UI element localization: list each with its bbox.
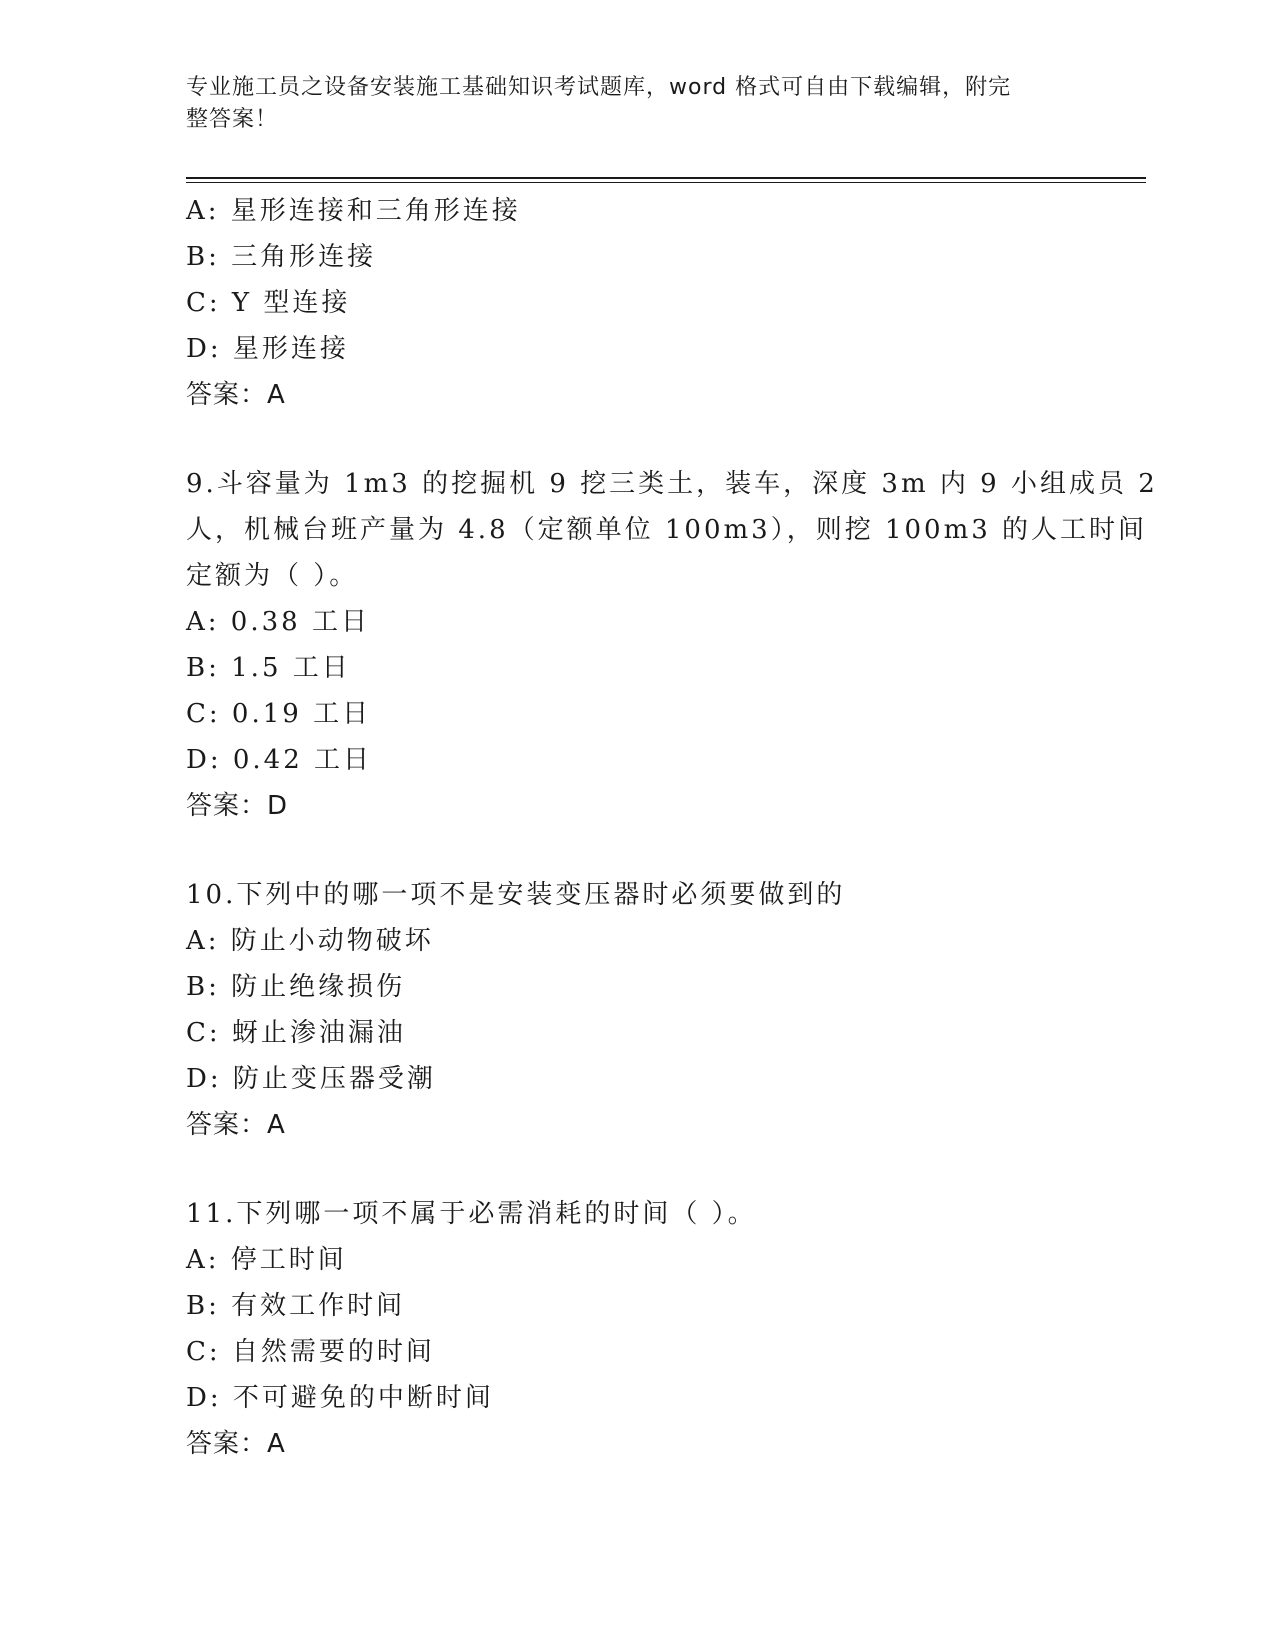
answer-line: 答案：A	[186, 380, 286, 410]
option-a: A: 停工时间	[186, 1245, 347, 1275]
document-header	[186, 72, 1066, 136]
option-d: D: 星形连接	[186, 334, 349, 364]
option-d: D: 防止变压器受潮	[186, 1064, 436, 1094]
spacer	[186, 829, 1086, 872]
option-d: D: 0.42 工日	[186, 745, 373, 775]
header-rule-thick	[186, 177, 1146, 179]
option-c: C: Y 型连接	[186, 288, 351, 318]
question-block-10	[186, 872, 1086, 1148]
answer-line: 答案：A	[186, 1429, 286, 1459]
spacer	[186, 418, 1086, 461]
spacer	[186, 1148, 1086, 1191]
header-line-2: 整答案！	[186, 107, 279, 132]
option-b: B: 1.5 工日	[186, 653, 351, 683]
option-a: A: 防止小动物破坏	[186, 926, 434, 956]
option-c: C: 蚜止渗油漏油	[186, 1018, 406, 1048]
option-b: B: 有效工作时间	[186, 1291, 406, 1321]
option-d: D: 不可避免的中断时间	[186, 1383, 494, 1413]
header-rule-thin	[186, 182, 1146, 183]
question-text: 10.下列中的哪一项不是安装变压器时必须要做到的	[186, 880, 846, 910]
option-a: A: 星形连接和三角形连接	[186, 196, 521, 226]
question-text: 人，机械台班产量为 4.8（定额单位 100m3），则挖 100m3 的人工时间	[186, 515, 1148, 545]
question-list	[186, 188, 1158, 1467]
question-block-9	[186, 461, 1158, 829]
question-block-8	[186, 188, 1086, 418]
option-c: C: 0.19 工日	[186, 699, 372, 729]
option-b: B: 三角形连接	[186, 242, 377, 272]
option-c: C: 自然需要的时间	[186, 1337, 435, 1367]
answer-line: 答案：A	[186, 1110, 286, 1140]
question-block-11	[186, 1191, 1086, 1467]
question-text: 9.斗容量为 1m3 的挖掘机 9 挖三类土，装车，深度 3m 内 9 小组成员 2	[186, 469, 1158, 499]
answer-line: 答案：D	[186, 791, 289, 821]
header-line-1: 专业施工员之设备安装施工基础知识考试题库，word 格式可自由下载编辑，附完	[186, 75, 1012, 100]
option-a: A: 0.38 工日	[186, 607, 370, 637]
question-text: 11.下列哪一项不属于必需消耗的时间（ ）。	[186, 1199, 757, 1229]
question-text: 定额为（ ）。	[186, 561, 359, 591]
option-b: B: 防止绝缘损伤	[186, 972, 406, 1002]
